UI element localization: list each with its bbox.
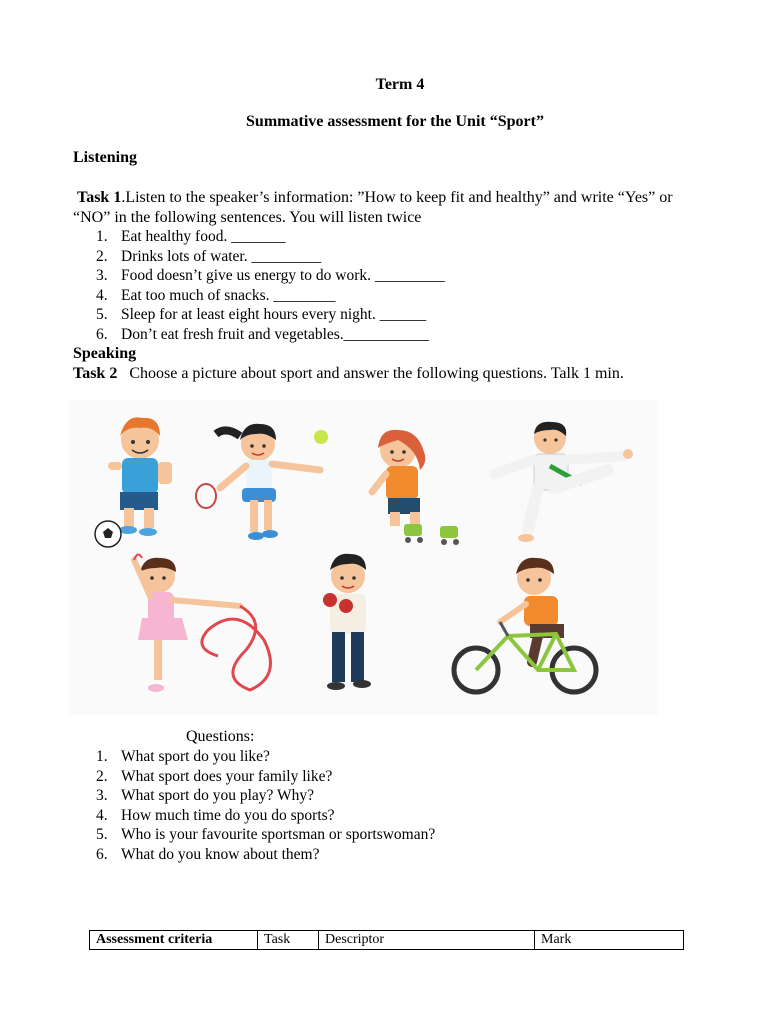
task1-instructions: [73, 188, 713, 228]
listening-heading: Listening: [73, 149, 138, 166]
speaking-heading: Speaking: [73, 345, 137, 362]
task1-label: Task 1: [77, 189, 122, 206]
header-assessment-criteria: Assessment criteria: [90, 931, 258, 950]
task1-text: .Listen to the speaker’s information: ”How to keep fit and healthy” and write “Yes” or “NO” in the following sentences. You will listen twice: [73, 189, 673, 226]
task2-instructions: [73, 364, 713, 384]
item-number: 1.: [96, 228, 108, 245]
cycling-boy-figure: [454, 558, 596, 692]
tennis-girl-figure: [196, 424, 328, 540]
item-text: What do you know about them?: [121, 845, 320, 863]
table-header-row: [90, 931, 684, 950]
item-number: 4.: [96, 286, 108, 304]
term-title: Term 4: [375, 76, 425, 93]
task2-text: Choose a picture about sport and answer the following questions. Talk 1 min.: [129, 365, 624, 382]
item-number: 3.: [96, 787, 108, 805]
item-text: Eat too much of snacks. ________: [121, 286, 336, 304]
item-number: 6.: [96, 325, 108, 343]
list-item: [96, 786, 435, 806]
item-text: Don’t eat fresh fruit and vegetables.___________: [121, 325, 429, 343]
gymnast-girl-figure: [134, 554, 270, 692]
header-mark: Mark: [535, 931, 684, 950]
item-number: 4.: [96, 806, 108, 824]
sports-kids-illustration: [68, 400, 658, 715]
list-item: [96, 767, 435, 787]
list-item: [96, 266, 445, 286]
assessment-subtitle: Summative assessment for the Unit “Sport”: [246, 113, 544, 130]
list-item: [96, 305, 445, 325]
list-item: [96, 845, 435, 865]
item-number: 2.: [96, 247, 108, 265]
list-item: [96, 747, 435, 767]
list-item: [96, 286, 445, 306]
item-text: Drinks lots of water. _________: [121, 247, 322, 265]
football-kid-figure: [95, 417, 172, 547]
listening-items-list: [96, 227, 445, 345]
list-item: [96, 806, 435, 826]
list-item: [96, 325, 445, 345]
item-text: Food doesn’t give us energy to do work. _________: [121, 267, 445, 285]
boxing-boy-figure: [323, 554, 371, 690]
rollerskate-girl-figure: [372, 430, 459, 545]
item-text: Sleep for at least eight hours every night. ______: [121, 306, 427, 324]
item-number: 6.: [96, 845, 108, 863]
item-text: What sport do you play? Why?: [121, 787, 314, 805]
list-item: [96, 247, 445, 267]
karate-boy-figure: [494, 422, 633, 542]
list-item: [96, 825, 435, 845]
item-text: Who is your favourite sportsman or sportswoman?: [121, 826, 436, 844]
item-number: 5.: [96, 306, 108, 324]
list-item: [96, 227, 445, 247]
item-text: Eat healthy food. _______: [121, 228, 286, 245]
header-descriptor: Descriptor: [319, 931, 535, 950]
item-text: How much time do you do sports?: [121, 806, 335, 824]
assessment-criteria-table: [89, 930, 684, 950]
item-text: What sport do you like?: [121, 748, 270, 765]
item-number: 1.: [96, 748, 108, 765]
item-text: What sport does your family like?: [121, 767, 333, 785]
speaking-questions-list: [96, 747, 435, 865]
item-number: 2.: [96, 767, 108, 785]
task2-label: Task 2: [73, 365, 118, 382]
item-number: 3.: [96, 267, 108, 285]
header-task: Task: [258, 931, 319, 950]
questions-label: Questions:: [186, 728, 255, 745]
item-number: 5.: [96, 826, 108, 844]
